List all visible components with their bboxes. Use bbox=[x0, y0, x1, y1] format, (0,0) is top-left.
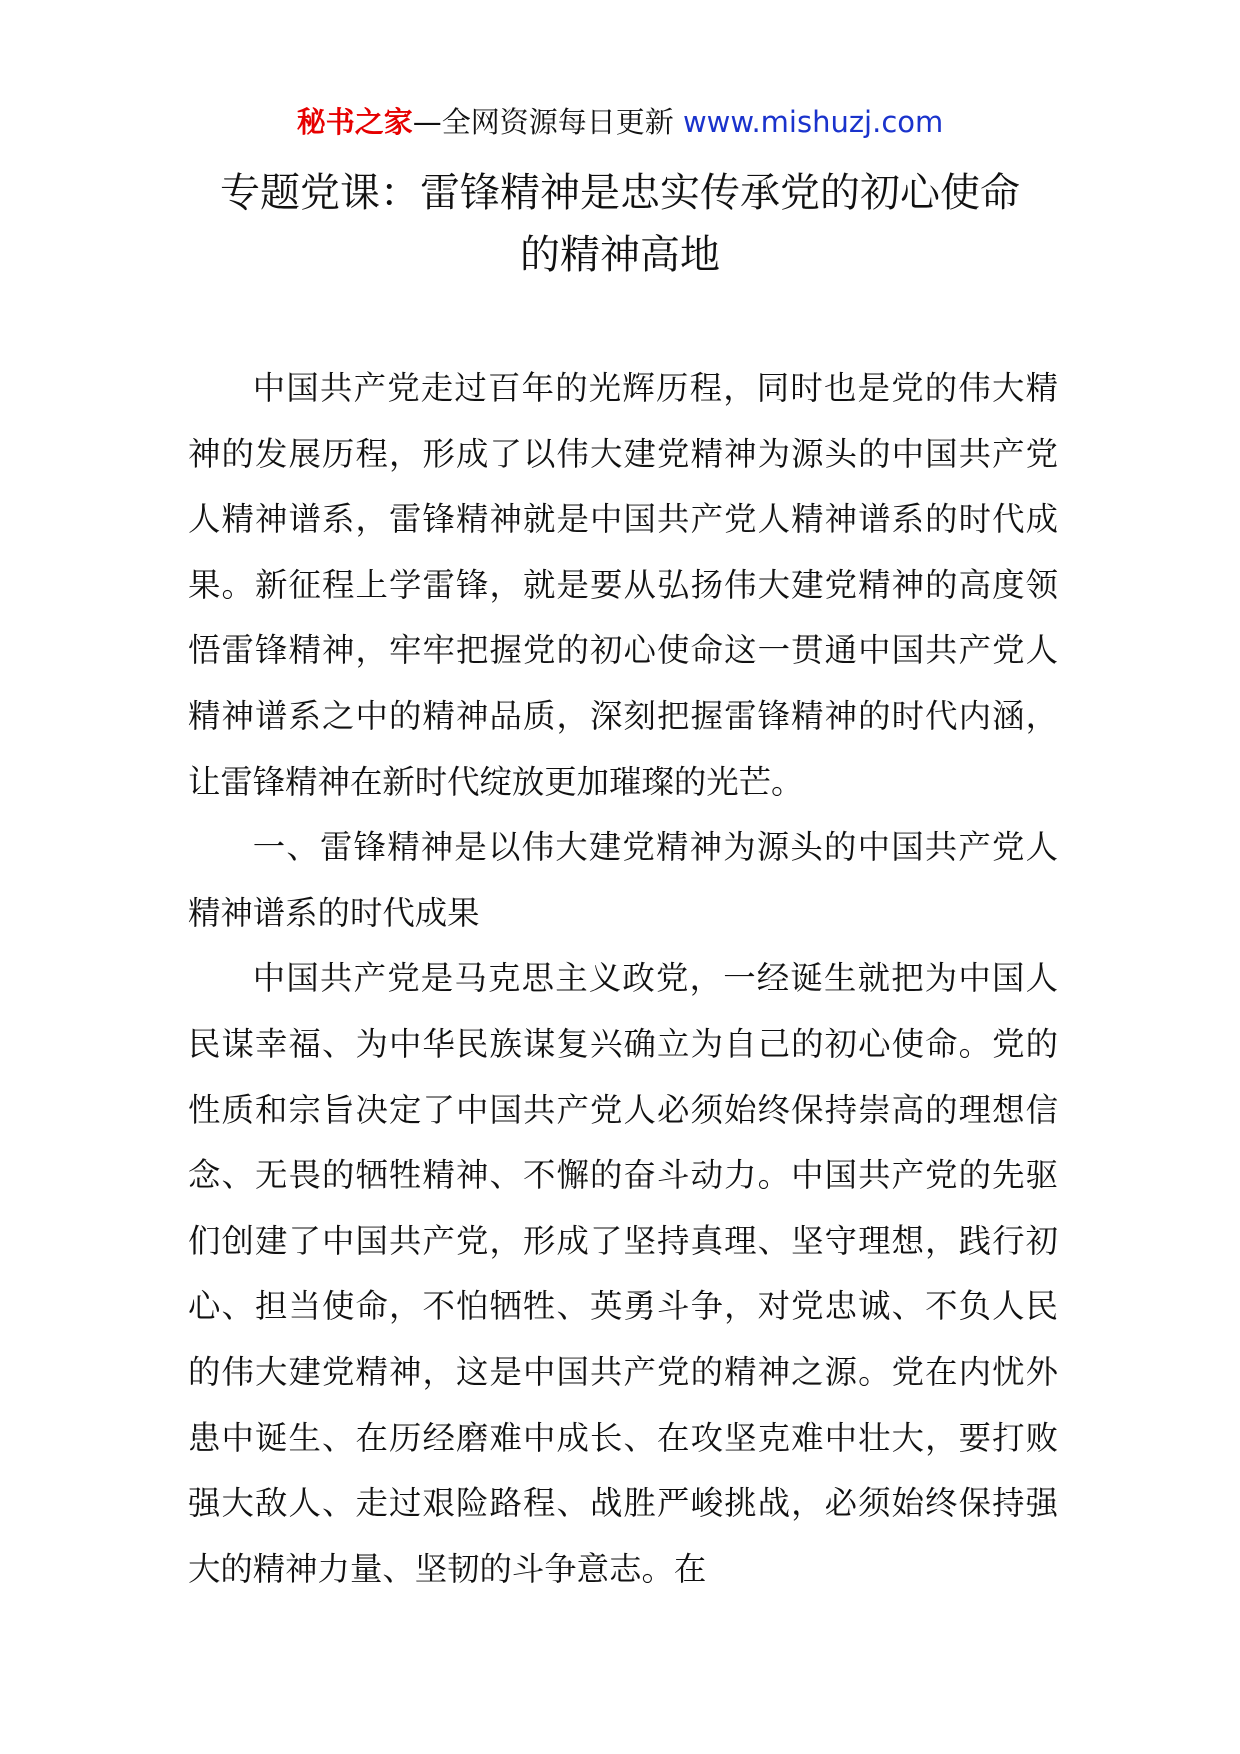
paragraph-intro: 中国共产党走过百年的光辉历程，同时也是党的伟大精神的发展历程，形成了以伟大建党精神为源头的中国共产党人精神谱系，雷锋精神就是中国共产党人精神谱系的时代成果。新征程上学雷锋，就是要从弘扬伟大建党精神的高度领悟雷锋精神，牢牢把握党的初心使命这一贯通中国共产党人精神谱系之中的精神品质，深刻把握雷锋精神的时代内涵，让雷锋精神在新时代绽放更加璀璨的光芒。 bbox=[188, 369, 1058, 801]
article-body bbox=[188, 356, 1058, 1602]
paragraph-section-1: 中国共产党是马克思主义政党，一经诞生就把为中国人民谋幸福、为中华民族谋复兴确立为自己的初心使命。党的性质和宗旨决定了中国共产党人必须始终保持崇高的理想信念、无畏的牺牲精神、不懈的奋斗动力。中国共产党的先驱们创建了中国共产党，形成了坚持真理、坚守理想，践行初心、担当使命，不怕牺牲、英勇斗争，对党忠诚、不负人民的伟大建党精神，这是中国共产党的精神之源。党在内忧外患中诞生、在历经磨难中成长、在攻坚克难中壮大，要打败强大敌人、走过艰险路程、战胜严峻挑战，必须始终保持强大的精神力量、坚韧的斗争意志。在 bbox=[188, 959, 1058, 1588]
section-heading-1: 一、雷锋精神是以伟大建党精神为源头的中国共产党人精神谱系的时代成果 bbox=[188, 828, 1058, 932]
title-line-2: 的精神高地 bbox=[520, 232, 720, 278]
site-url-link[interactable]: www.mishuzj.com bbox=[682, 105, 944, 139]
brand-name: 秘书之家 bbox=[296, 105, 413, 139]
header-tagline: —全网资源每日更新 bbox=[412, 105, 674, 139]
title-line-1: 专题党课：雷锋精神是忠实传承党的初心使命 bbox=[220, 170, 1020, 216]
site-header bbox=[0, 100, 1240, 144]
page-title bbox=[150, 162, 1090, 286]
